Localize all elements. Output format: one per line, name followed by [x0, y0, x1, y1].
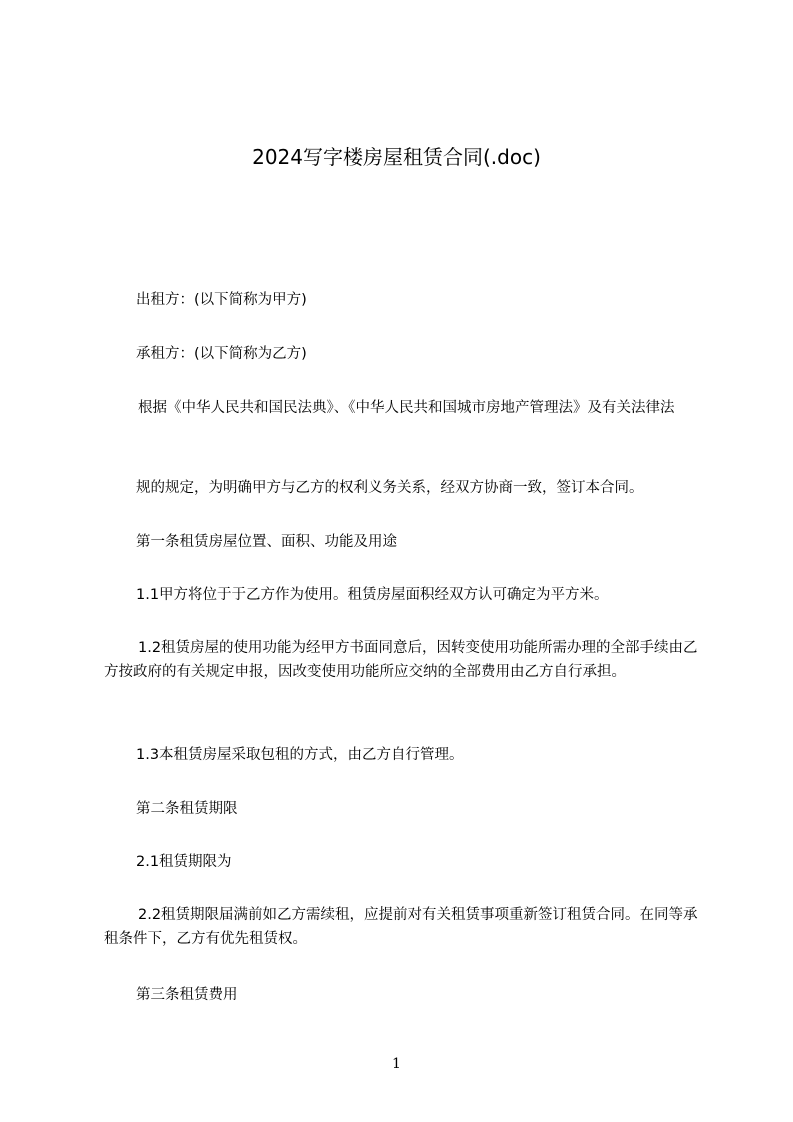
article-3-heading: 第三条租赁费用 — [136, 987, 238, 1003]
clause-2-2: 2.2租赁期限届满前如乙方需续租，应提前对有关租赁事项重新签订租赁合同。在同等承租条件下，乙方有优先租赁权。 — [104, 907, 698, 947]
preamble-paragraph: 根据《中华人民共和国民法典》、《中华人民共和国城市房地产管理法》及有关法律法 — [138, 400, 675, 416]
document-title: 2024写字楼房屋租赁合同(.doc) — [252, 145, 541, 169]
clause-1-2: 1.2租赁房屋的使用功能为经甲方书面同意后，因转变使用功能所需办理的全部手续由乙方按政府的有关规定申报，因改变使用功能所应交纳的全部费用由乙方自行承担。 — [104, 640, 698, 680]
lessor-line: 出租方：(以下简称为甲方) — [136, 292, 307, 308]
article-1-heading: 第一条租赁房屋位置、面积、功能及用途 — [136, 534, 397, 550]
clause-2-1: 2.1租赁期限为 — [136, 854, 232, 870]
clause-1-1: 1.1甲方将位于于乙方作为使用。租赁房屋面积经双方认可确定为平方米。 — [136, 587, 609, 603]
clause-1-3: 1.3本租赁房屋采取包租的方式，由乙方自行管理。 — [136, 747, 464, 763]
preamble-continuation: 规的规定，为明确甲方与乙方的权利义务关系，经双方协商一致，签订本合同。 — [136, 480, 644, 496]
lessee-line: 承租方：(以下简称为乙方) — [136, 346, 307, 362]
article-2-heading: 第二条租赁期限 — [136, 801, 238, 817]
page-number: 1 — [392, 1056, 401, 1072]
